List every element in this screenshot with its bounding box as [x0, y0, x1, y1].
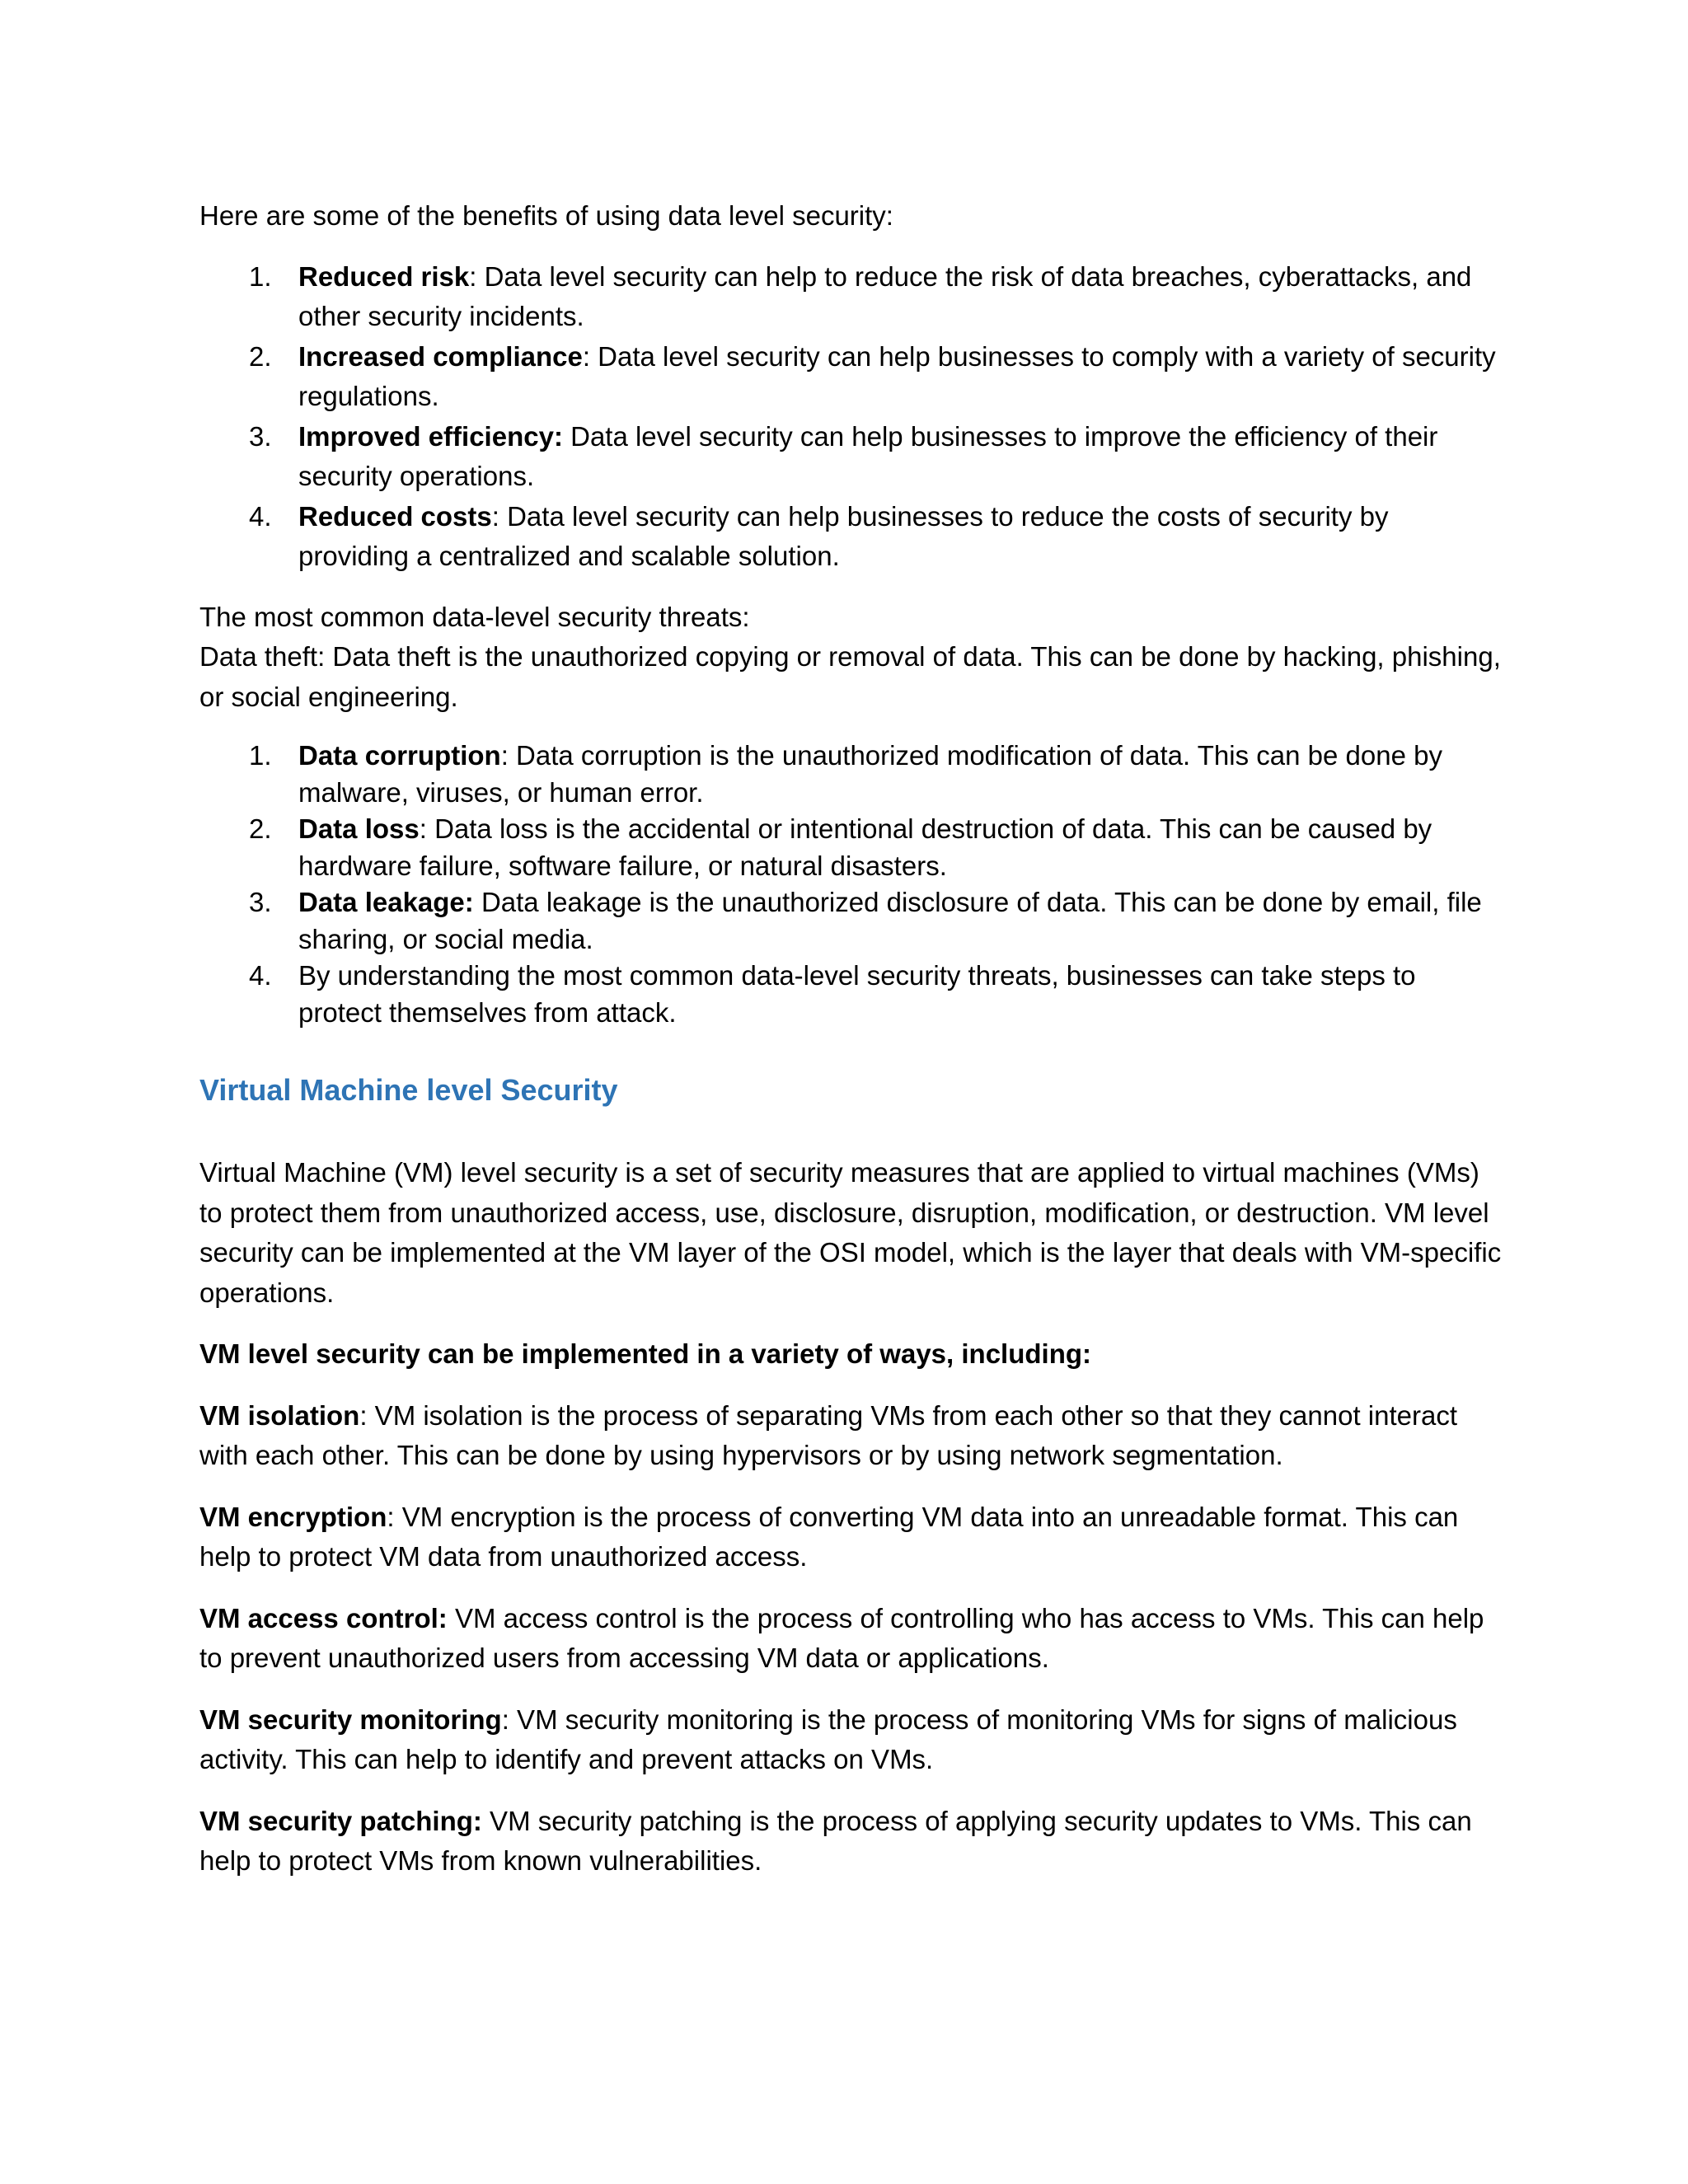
paragraph-text: VM encryption is the process of converting VM data into an unreadable format. This can help to protect VM data from unauthorized access. — [199, 1501, 1459, 1572]
list-item — [199, 337, 1502, 417]
list-item-term: Reduced risk — [298, 260, 470, 292]
paragraph-term: VM access control: — [199, 1602, 448, 1633]
paragraph-term: VM security patching: — [199, 1805, 482, 1836]
list-number: 4. — [249, 500, 272, 532]
list-item-text: Data level security can help to reduce the risk of data breaches, cyberattacks, and other security incidents. — [298, 260, 1472, 331]
paragraph-separator: : — [359, 1399, 368, 1431]
benefits-intro: Here are some of the benefits of using data level security: — [199, 200, 893, 231]
data-theft-paragraph: Data theft: Data theft is the unauthorized copying or removal of data. This can be done by hacking, phishing, or social engineering. — [199, 641, 1501, 712]
list-number: 3. — [249, 887, 272, 917]
list-item — [199, 497, 1502, 577]
list-item-text: Data level security can help businesses to reduce the costs of security by providing a centralized and scalable solution. — [298, 500, 1389, 571]
vm-security-patching-paragraph — [199, 1802, 1502, 1882]
list-number: 2. — [249, 340, 272, 372]
list-number: 4. — [249, 960, 272, 991]
vm-ways-heading: VM level security can be implemented in a variety of ways, including: — [199, 1338, 1092, 1369]
list-item — [199, 958, 1502, 1031]
paragraph-separator: : — [501, 1704, 509, 1735]
list-item-term: Reduced costs — [298, 500, 492, 532]
list-item — [199, 811, 1502, 884]
list-item-separator: : — [469, 260, 477, 292]
list-item-text: Data leakage is the unauthorized disclosure of data. This can be done by email, file sharing, or social media. — [298, 887, 1482, 954]
section-heading: Virtual Machine level Security — [199, 1073, 618, 1107]
list-item-text: Data corruption is the unauthorized modification of data. This can be done by malware, viruses, or human error. — [298, 740, 1442, 808]
vm-security-monitoring-paragraph — [199, 1700, 1502, 1780]
paragraph-separator: : — [387, 1501, 395, 1532]
vm-access-control-paragraph — [199, 1599, 1502, 1679]
threats-heading: The most common data-level security threats: — [199, 601, 750, 632]
list-item-text: Data level security can help businesses to improve the efficiency of their security operations. — [298, 420, 1438, 491]
paragraph-text: VM access control is the process of controlling who has access to VMs. This can help to prevent unauthorized users from accessing VM data or applications. — [199, 1602, 1484, 1673]
list-item — [199, 738, 1502, 811]
list-item — [199, 884, 1502, 958]
list-item-text: Data level security can help businesses to comply with a variety of security regulations. — [298, 340, 1496, 411]
vm-intro-paragraph: Virtual Machine (VM) level security is a set of security measures that are applied to virtual machines (VMs) to protect them from unauthorized access, use, disclosure, disruption, modification, or destruction. VM level security can be implemented at the VM layer of the OSI model, which is the layer that deals with VM-specific operations. — [199, 1157, 1502, 1308]
list-item-term: Increased compliance — [298, 340, 583, 372]
list-item-term: Improved efficiency: — [298, 420, 563, 452]
paragraph-term: VM isolation — [199, 1399, 360, 1431]
list-item-text: By understanding the most common data-level security threats, businesses can take steps to protect themselves from attack. — [298, 960, 1416, 1028]
document-body — [199, 196, 1502, 1903]
list-item — [199, 257, 1502, 337]
list-item-separator: : — [582, 340, 590, 372]
list-item-separator: : — [491, 500, 499, 532]
vm-isolation-paragraph — [199, 1396, 1502, 1476]
paragraph-text: VM security monitoring is the process of monitoring VMs for signs of malicious activity. This can help to identify and prevent attacks on VMs. — [199, 1704, 1457, 1774]
paragraph-term: VM security monitoring — [199, 1704, 502, 1735]
list-number: 1. — [249, 740, 272, 771]
list-number: 1. — [249, 260, 272, 292]
list-number: 3. — [249, 420, 272, 452]
paragraph-term: VM encryption — [199, 1501, 387, 1532]
list-item-term: Data corruption — [298, 740, 501, 771]
paragraph-text: VM security patching is the process of applying security updates to VMs. This can help to protect VMs from known vulnerabilities. — [199, 1805, 1472, 1876]
list-item-separator: : — [419, 813, 427, 844]
list-number: 2. — [249, 813, 272, 844]
list-item-term: Data loss — [298, 813, 420, 844]
list-item-text: Data loss is the accidental or intentional destruction of data. This can be caused by hardware failure, software failure, or natural disasters. — [298, 813, 1432, 881]
benefits-list — [199, 257, 1502, 577]
list-item-separator: : — [500, 740, 509, 771]
threats-list — [199, 738, 1502, 1031]
vm-encryption-paragraph — [199, 1497, 1502, 1577]
list-item — [199, 417, 1502, 497]
list-item-term: Data leakage: — [298, 887, 474, 917]
paragraph-text: VM isolation is the process of separating VMs from each other so that they cannot interact with each other. This can be done by using hypervisors or by using network segmentation. — [199, 1399, 1458, 1470]
